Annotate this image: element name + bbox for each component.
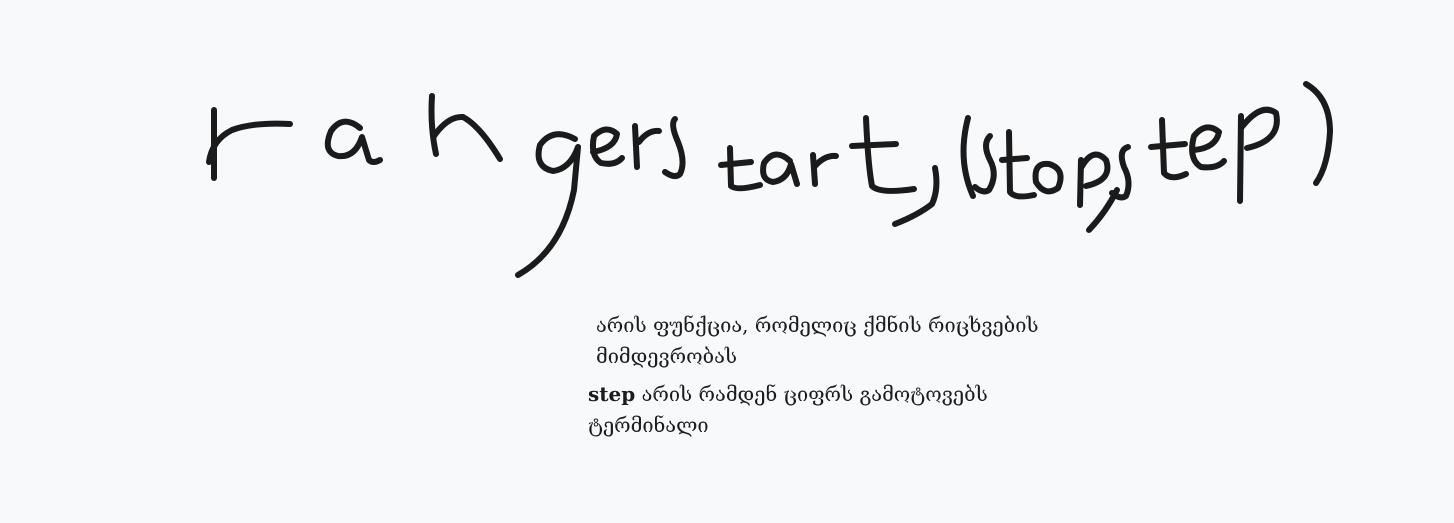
- note-line-3-text: არის რამდენ ციფრს გამოტოვებს: [641, 382, 988, 406]
- note-line-3: [588, 379, 1108, 410]
- step-keyword: step: [588, 382, 636, 406]
- note-line-2: მიმდევრობას: [596, 344, 738, 368]
- note-line-1: არის ფუნქცია, რომელიც ქმნის რიცხვების: [596, 313, 1039, 337]
- note-line-4: ტერმინალი: [588, 413, 709, 437]
- explanation-text: [588, 310, 1108, 441]
